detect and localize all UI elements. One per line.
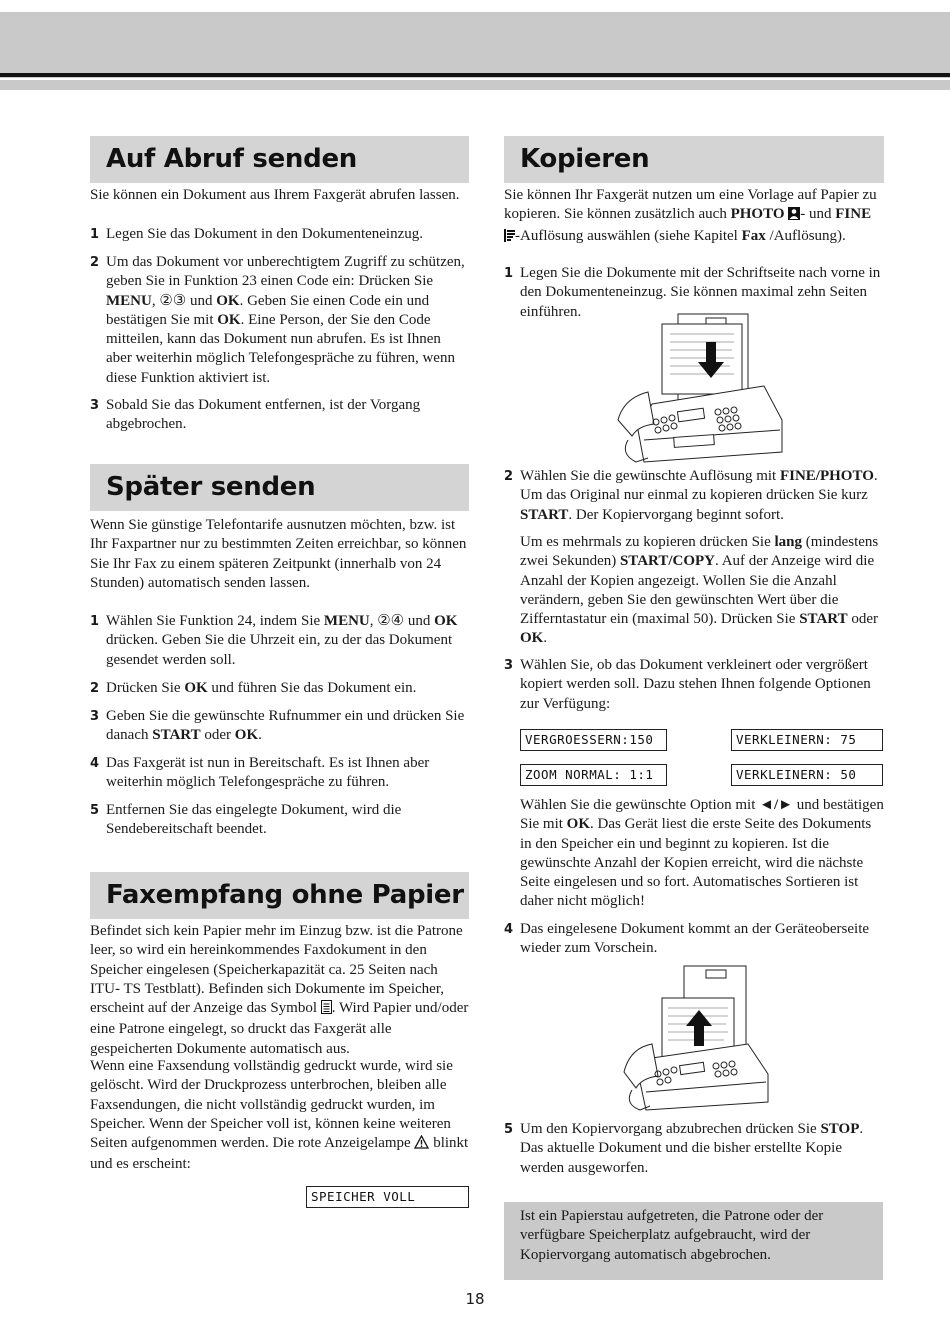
step-number: 4	[90, 756, 100, 771]
step-number: 1	[504, 266, 514, 281]
warning-lamp-icon	[414, 1135, 429, 1155]
step-text: Sobald Sie das Dokument entfernen, ist der Vorgang abgebrochen.	[106, 397, 421, 433]
abruf-step-3	[90, 396, 469, 435]
step-text: Wählen Sie Funktion 24, indem Sie MENU, ②④ und OK drücken. Geben Sie die Uhrzeit ein, zu der das Dokument gesendet werden soll.	[106, 613, 458, 668]
abruf-intro: Sie können ein Dokument aus Ihrem Faxgerät abrufen lassen.	[90, 187, 460, 203]
step-text: Um den Kopiervorgang abzubrechen drücken Sie STOP. Das aktuelle Dokument und die bisher erstellte Kopie werden ausgeworfen.	[520, 1121, 864, 1176]
step-number: 5	[90, 803, 100, 818]
note-box-paper-jam: Ist ein Papierstau aufgetreten, die Patrone oder der verfügbare Speicherplatz aufgebraucht, wird der Kopiervorgang automatisch abgebrochen.	[504, 1202, 883, 1280]
header-rule	[0, 73, 950, 77]
display-vergroessern-150: VERGROESSERN:150	[520, 729, 667, 751]
step-text: Wählen Sie die gewünschte Auflösung mit FINE/PHOTO. Um das Original nur einmal zu kopieren drücken Sie kurz START. Der Kopiervorgang beginnt sofort.	[520, 468, 878, 523]
faxempfang-paragraph-1: Befindet sich kein Papier mehr im Einzug bzw. ist die Patrone leer, so wird ein hereinkommendes Faxdokument in den Speicher eingelesen (Speicherkapazität ca. 25 Seiten nach ITU- TS Testblatt). Befinden sich Dokumente im Speicher, erscheint auf der Anzeige das Symbol . Wird Papier und/oder eine Patrone eingelegt, so druckt das Faxgerät alle gespeicherten Dokumente automatisch aus.	[90, 923, 469, 1057]
memory-document-icon	[321, 1000, 332, 1020]
display-verkleinern-50: VERKLEINERN: 50	[731, 764, 883, 786]
step-text: Das eingelesene Dokument kommt an der Geräteoberseite wieder zum Vorschein.	[520, 921, 870, 957]
kopieren-step-3	[504, 656, 884, 714]
step-number: 4	[504, 922, 514, 937]
step-number: 1	[90, 614, 100, 629]
step-number: 3	[504, 658, 514, 673]
step-text: Um das Dokument vor unberechtigtem Zugriff zu schützen, geben Sie in Funktion 23 einen Code ein: Drücken Sie MENU, ②③ und OK. Geben Sie einen Code ein und bestätigen Sie mit OK. Eine Person, der Sie den Code mitteilen, kann das Dokument nun abrufen. Es ist Ihnen aber weiterhin möglich Telefongespräche zu führen, wenn diese Funktion aktiviert ist.	[106, 254, 465, 386]
spaeter-step-2	[90, 679, 469, 698]
step-text: Das Faxgerät ist nun in Bereitschaft. Es ist Ihnen aber weiterhin möglich Telefongespräche zu führen.	[106, 755, 430, 791]
spaeter-step-5	[90, 801, 469, 840]
header-band	[0, 12, 950, 78]
step-text: Geben Sie die gewünschte Rufnummer ein und drücken Sie danach START oder OK.	[106, 708, 465, 744]
step-text: Legen Sie die Dokumente mit der Schriftseite nach vorne in den Dokumenteneinzug. Sie können maximal zehn Seiten einführen.	[520, 265, 881, 320]
section-heading-faxempfang-ohne-papier: Faxempfang ohne Papier	[90, 872, 469, 919]
step-text: Legen Sie das Dokument in den Dokumenteneinzug.	[106, 226, 424, 242]
kopieren-step-3-more: Wählen Sie die gewünschte Option mit ◄/► und bestätigen Sie mit OK. Das Gerät liest die erste Seite des Dokuments in den Speicher ein und beginnt zu kopieren. Ist die gewünschte Anzahl der Kopien erreicht, wird die nächste Seite eingelesen und so fort. Automatisches Sortieren ist daher nicht möglich!	[520, 797, 884, 910]
abruf-step-1	[90, 225, 469, 244]
display-verkleinern-75: VERKLEINERN: 75	[731, 729, 883, 751]
step-number: 2	[90, 255, 100, 270]
spaeter-step-1	[90, 612, 469, 670]
section-heading-spaeter-senden: Später senden	[90, 464, 469, 511]
step-number: 3	[90, 709, 100, 724]
kopieren-step-4	[504, 920, 884, 959]
kopieren-step-2	[504, 467, 884, 525]
fax-insert-document-illustration	[614, 312, 794, 468]
section-heading-kopieren: Kopieren	[504, 136, 884, 183]
spaeter-intro: Wenn Sie günstige Telefontarife ausnutzen möchten, bzw. ist Ihr Faxpartner nur zu bestimmten Zeiten erreichbar, so können Sie Ihr Fax zu einem späteren Zeitpunkt (innerhalb von 24 Stunden) automatisch senden lassen.	[90, 517, 467, 591]
faxempfang-paragraph-2: Wenn eine Faxsendung vollständig gedruckt wurde, wird sie gelöscht. Wird der Druckprozess unterbrochen, bleiben alle Faxsendungen, die nicht vollständig gedruckt wurden, im Speicher. Wenn der Speicher voll ist, können keine weiteren Seiten aufgenommen werden. Die rote Anzeigelampe blinkt und es erscheint:	[90, 1058, 469, 1173]
fine-mode-icon	[504, 229, 515, 248]
step-text: Wählen Sie, ob das Dokument verkleinert oder vergrößert kopiert werden soll. Dazu stehen Ihnen folgende Optionen zur Verfügung:	[520, 657, 871, 712]
kopieren-step-2-more: Um es mehrmals zu kopieren drücken Sie lang (mindestens zwei Sekunden) START/COPY. Auf der Anzeige wird die Anzahl der Kopien angezeigt. Wollen Sie die Anzahl verändern, geben Sie den gewünschten Wert über die Zifferntastatur ein (maximal 50). Drücken Sie START oder OK.	[520, 534, 879, 647]
display-zoom-normal: ZOOM NORMAL: 1:1	[520, 764, 667, 786]
step-number: 2	[90, 681, 100, 696]
abruf-step-2	[90, 253, 469, 388]
fax-eject-document-illustration	[622, 964, 772, 1114]
display-speicher-voll: SPEICHER VOLL	[306, 1186, 469, 1208]
kopieren-step-5	[504, 1120, 884, 1178]
step-text: Drücken Sie OK und führen Sie das Dokument ein.	[106, 680, 417, 696]
step-number: 2	[504, 469, 514, 484]
page-number: 18	[465, 1290, 485, 1308]
step-number: 3	[90, 398, 100, 413]
step-number: 1	[90, 227, 100, 242]
spaeter-step-3	[90, 707, 469, 746]
step-text: Entfernen Sie das eingelegte Dokument, wird die Sendebereitschaft beendet.	[106, 802, 402, 838]
section-heading-auf-abruf-senden: Auf Abruf senden	[90, 136, 469, 183]
kopieren-intro: Sie können Ihr Faxgerät nutzen um eine Vorlage auf Papier zu kopieren. Sie können zusätzlich auch PHOTO - und FINE -Auflösung auswählen (siehe Kapitel Fax /Auflösung).	[504, 186, 884, 248]
spaeter-step-4	[90, 754, 469, 793]
header-band-lower	[0, 80, 950, 90]
photo-mode-icon	[788, 207, 800, 226]
step-number: 5	[504, 1122, 514, 1137]
